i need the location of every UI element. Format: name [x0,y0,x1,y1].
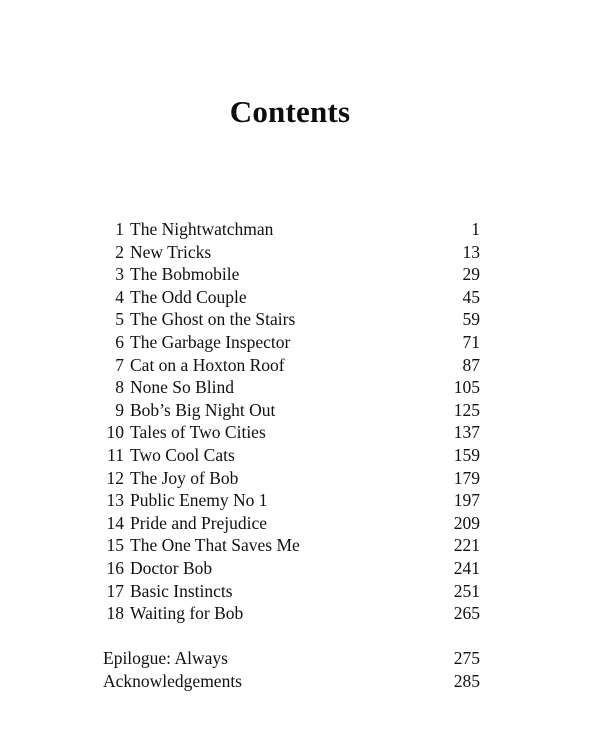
toc-entry [98,512,480,535]
page-number: 45 [462,286,480,307]
page-number: 221 [453,535,480,556]
back-matter-title: Acknowledgements [103,670,242,691]
toc-entry [98,421,480,444]
toc-entry [98,376,480,399]
chapter-number: 2 [115,241,124,262]
chapter-number: 18 [106,603,124,624]
chapter-title: Basic Instincts [130,580,233,601]
back-matter-list [103,647,480,692]
chapter-title: Tales of Two Cities [130,422,266,443]
chapter-title: Public Enemy No 1 [130,490,268,511]
toc-entry [98,580,480,603]
page-number: 71 [462,331,480,352]
chapter-title: Two Cool Cats [130,444,235,465]
back-matter-title: Epilogue: Always [103,648,228,668]
chapter-number: 16 [106,557,124,578]
chapter-title: The Nightwatchman [130,219,274,239]
toc-entry [98,444,480,467]
toc-entry [98,331,480,354]
page-number: 29 [462,264,480,285]
chapter-title: Pride and Prejudice [130,512,268,533]
chapter-number: 13 [106,490,124,511]
toc-entry [98,286,480,309]
page-number: 241 [453,557,480,578]
chapter-title: The Joy of Bob [130,467,239,488]
chapter-title: Bob’s Big Night Out [130,399,276,420]
chapter-number: 7 [115,354,124,375]
page-number: 13 [462,241,480,262]
back-matter-entry [103,647,480,670]
page-number: 265 [453,603,480,624]
page-number: 197 [453,490,480,511]
page-number: 125 [453,399,480,420]
toc-entry [98,602,480,625]
chapter-title: Cat on a Hoxton Roof [130,354,285,375]
chapter-number: 6 [115,331,124,352]
chapter-list [98,218,480,625]
page-number: 137 [453,422,480,443]
toc-entry [98,218,480,241]
page-number: 105 [453,377,480,398]
chapter-number: 11 [107,444,124,465]
chapter-title: The Ghost on the Stairs [130,309,296,330]
chapter-number: 14 [106,512,124,533]
toc-entry [98,534,480,557]
page-number: 179 [453,467,480,488]
chapter-number: 9 [115,399,124,420]
toc-entry [98,399,480,422]
toc-entry [98,557,480,580]
page-number: 275 [453,648,480,668]
page-number: 1 [471,219,480,239]
chapter-title: None So Blind [130,377,235,398]
chapter-number: 8 [115,377,124,398]
page-number: 209 [453,512,480,533]
toc-entry [98,489,480,512]
chapter-title: The One That Saves Me [130,535,300,556]
chapter-title: Doctor Bob [130,557,213,578]
page-number: 285 [453,670,480,691]
chapter-title: The Bobmobile [130,264,240,285]
page-number: 251 [453,580,480,601]
page-number: 59 [462,309,480,330]
chapter-title: New Tricks [130,241,212,262]
toc-entry [98,354,480,377]
chapter-title: The Garbage Inspector [130,331,291,352]
chapter-title: Waiting for Bob [130,603,244,624]
back-matter-entry [103,670,480,693]
page-title: Contents [229,94,351,129]
page-number: 87 [462,354,480,375]
chapter-number: 15 [106,535,124,556]
chapter-number: 12 [106,467,124,488]
chapter-number: 1 [115,219,124,239]
toc-entry [98,308,480,331]
toc-entry [98,467,480,490]
toc-entry [98,241,480,264]
chapter-number: 4 [115,286,124,307]
toc-entry [98,263,480,286]
chapter-title: The Odd Couple [130,286,247,307]
chapter-number: 17 [106,580,124,601]
chapter-number: 10 [106,422,124,443]
chapter-number: 5 [115,309,124,330]
page-number: 159 [453,444,480,465]
chapter-number: 3 [115,264,124,285]
